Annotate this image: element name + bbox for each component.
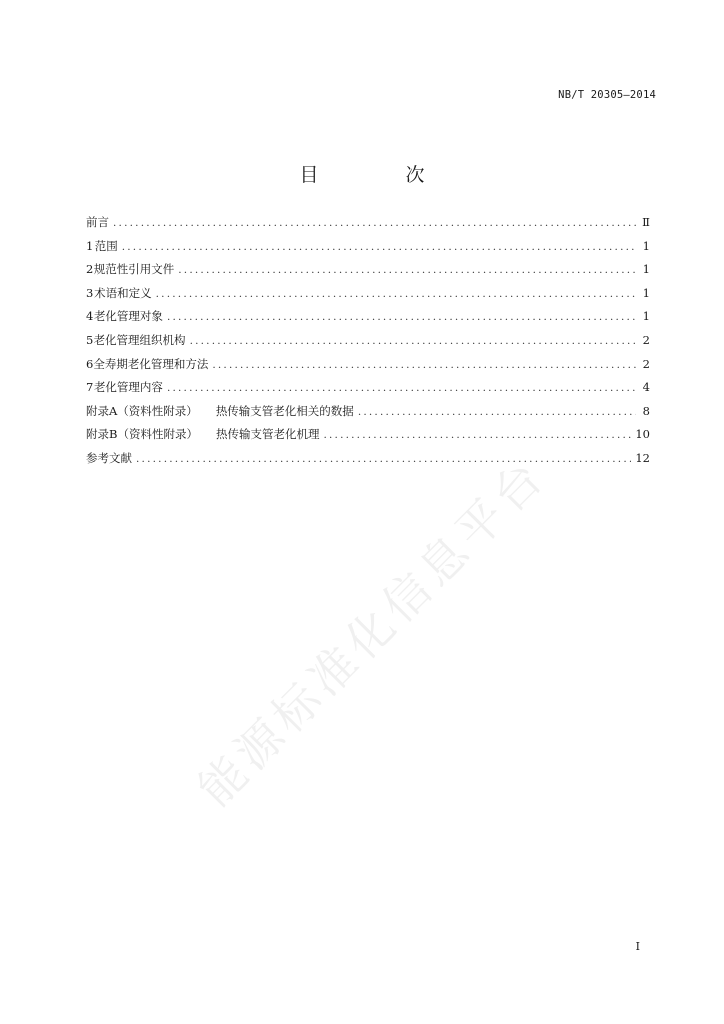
appendix-label: 附录A（资料性附录） xyxy=(86,403,198,418)
toc-dot-leader xyxy=(323,429,631,441)
toc-dot-leader xyxy=(358,406,636,418)
toc-dot-leader xyxy=(136,453,631,465)
toc-entry-bibliography[interactable] xyxy=(86,450,650,474)
toc-entry-appendix-b[interactable] xyxy=(86,426,650,450)
toc-entry-page: 12 xyxy=(635,450,650,465)
toc-entry-number: 4 xyxy=(86,309,94,324)
toc-entry-scope[interactable] xyxy=(86,238,650,262)
toc-entry-terms[interactable] xyxy=(86,285,650,309)
page-number: I xyxy=(635,940,640,953)
toc-entry-normative-references[interactable] xyxy=(86,261,650,285)
toc-entry-page: 10 xyxy=(635,427,650,442)
watermark: 能源标准化信息平台 xyxy=(187,447,557,817)
appendix-title: 热传输支管老化相关的数据 xyxy=(215,403,354,418)
toc-dot-leader xyxy=(122,241,636,253)
toc-entry-label xyxy=(86,403,354,419)
toc-entry-appendix-a[interactable] xyxy=(86,403,650,427)
toc-dot-leader xyxy=(212,359,636,371)
toc-entry-number: 1 xyxy=(86,238,94,253)
toc-entry-page: 1 xyxy=(642,309,650,324)
toc-entry-page: 1 xyxy=(642,285,650,300)
toc-entry-label: 前言 xyxy=(86,215,109,229)
toc-entry-label xyxy=(86,426,319,442)
toc-entry-number: 7 xyxy=(86,380,94,395)
toc-dot-leader xyxy=(113,217,636,229)
toc-entry-page: 2 xyxy=(642,332,650,347)
toc-entry-label: 范围 xyxy=(94,238,118,253)
toc-entry-organization[interactable] xyxy=(86,332,650,356)
toc-entry-aging-objects[interactable] xyxy=(86,308,650,332)
toc-entry-page: 2 xyxy=(642,356,650,371)
toc-entry-label: 老化管理组织机构 xyxy=(93,332,186,347)
toc-entry-label: 规范性引用文件 xyxy=(93,262,175,277)
appendix-label: 附录B（资料性附录） xyxy=(86,427,198,442)
toc-dot-leader xyxy=(167,311,636,323)
toc-entry-page: 1 xyxy=(642,238,650,253)
toc-entry-label: 老化管理对象 xyxy=(93,309,163,324)
toc-entry-label: 术语和定义 xyxy=(94,285,152,300)
toc-entry-lifecycle-methods[interactable] xyxy=(86,356,650,380)
toc-entry-label: 老化管理内容 xyxy=(93,380,163,395)
toc-entry-label: 全寿期老化管理和方法 xyxy=(93,356,209,371)
toc-entry-aging-content[interactable] xyxy=(86,379,650,403)
appendix-title: 热传输支管老化机理 xyxy=(215,427,320,442)
standard-code: NB/T 20305—2014 xyxy=(558,89,656,101)
page-title: 目 次 xyxy=(299,164,459,186)
toc-dot-leader xyxy=(156,288,636,300)
toc-entry-number: 3 xyxy=(86,285,94,300)
toc-entry-page: 4 xyxy=(642,380,650,395)
toc-entry-page: Ⅱ xyxy=(642,215,650,229)
toc-entry-label: 参考文献 xyxy=(86,450,132,465)
table-of-contents xyxy=(86,214,650,474)
toc-entry-page: 8 xyxy=(642,403,650,418)
toc-dot-leader xyxy=(190,335,636,347)
toc-entry-page: 1 xyxy=(642,262,650,277)
toc-dot-leader xyxy=(167,382,636,394)
toc-entry-number: 5 xyxy=(86,332,94,347)
toc-entry-number: 6 xyxy=(86,356,94,371)
toc-entry-number: 2 xyxy=(86,262,94,277)
toc-dot-leader xyxy=(178,264,636,276)
toc-entry-foreword[interactable] xyxy=(86,214,650,238)
